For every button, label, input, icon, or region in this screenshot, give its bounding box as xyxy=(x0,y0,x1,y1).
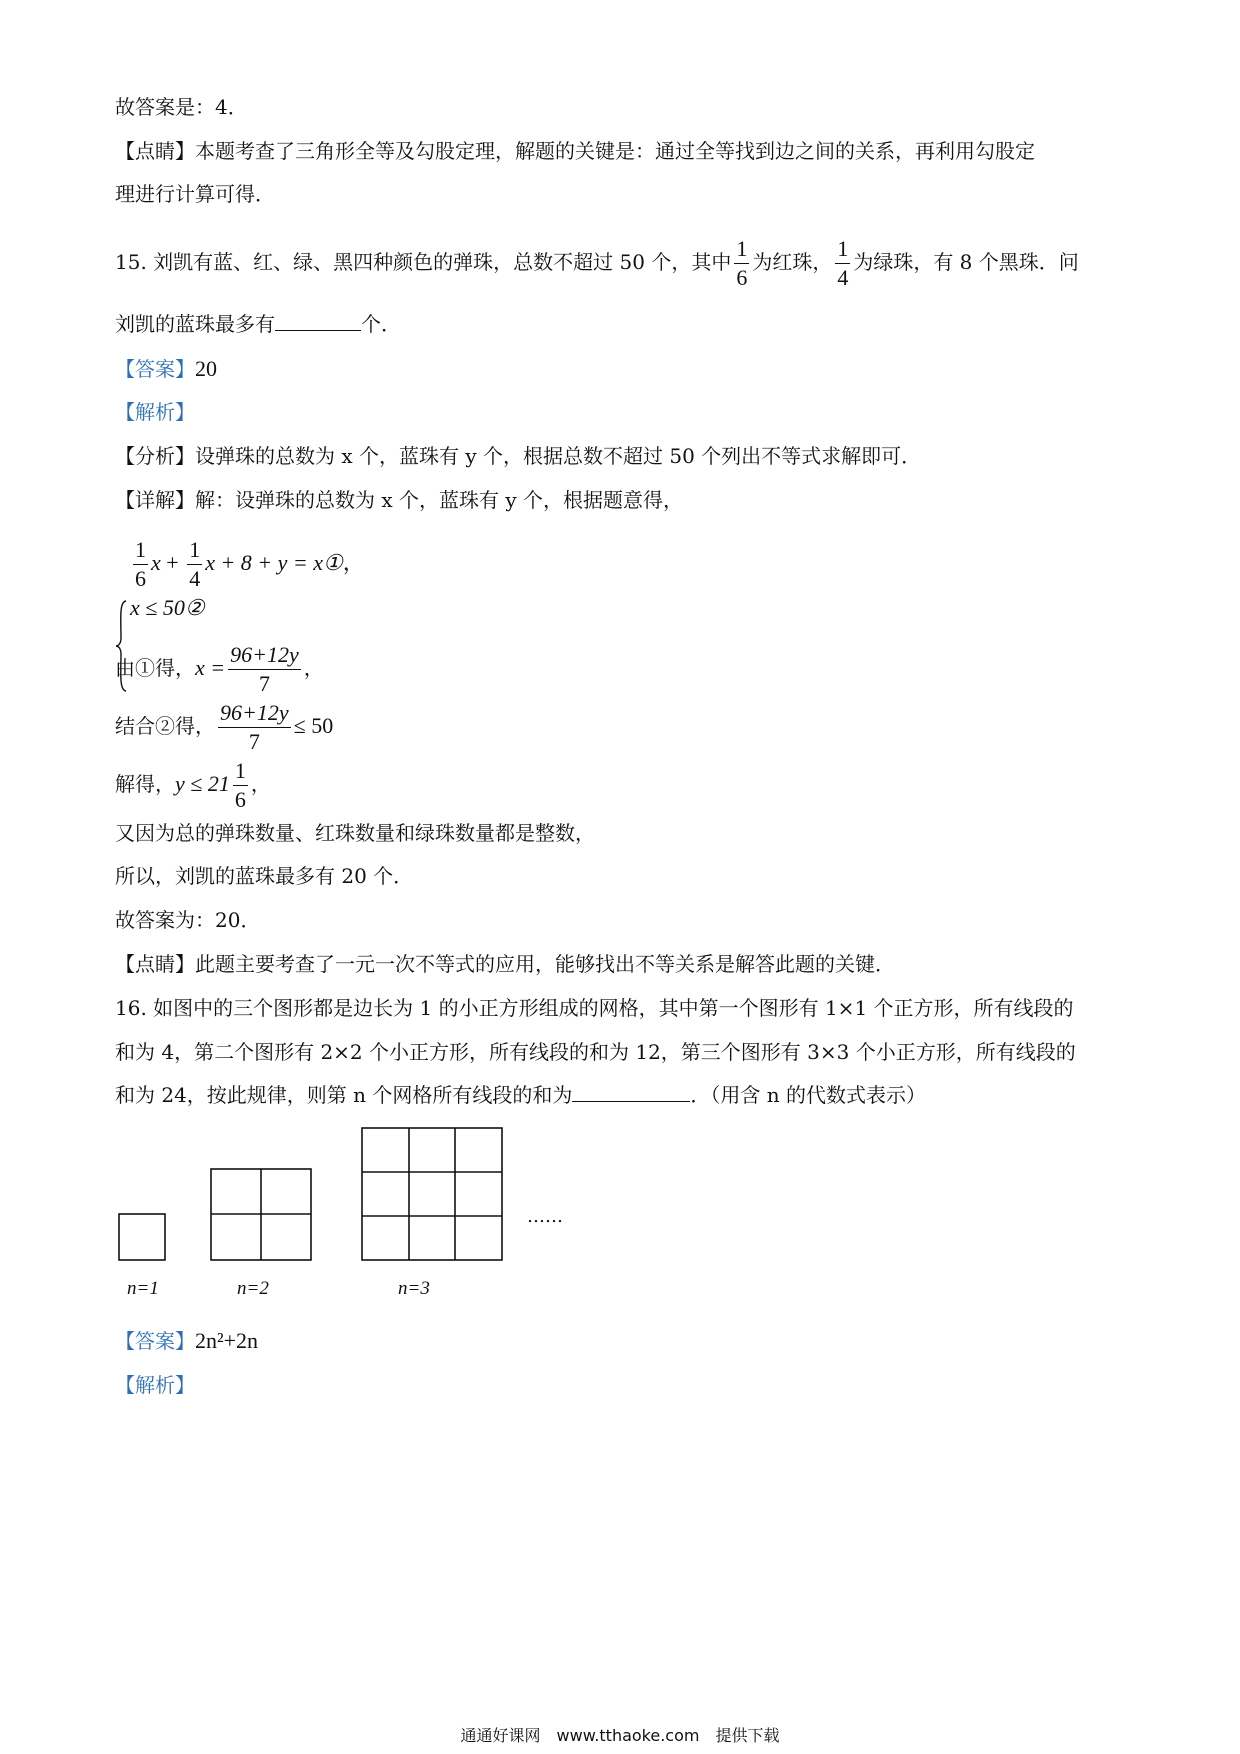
footer-text: 通通好课网 www.tthaoke.com 提供下载 xyxy=(460,1726,780,1745)
dianjing-line-2: 理进行计算可得． xyxy=(115,182,275,206)
fraction-one-sixth: $\frac{1}{6}$ xyxy=(736,236,748,290)
answer-tag: 【答案】 xyxy=(115,357,195,381)
label-n3: n=3 xyxy=(398,1278,430,1299)
fraction-one-sixth-eq: $\frac{1}{6}$ xyxy=(135,537,146,592)
jiexi-tag-16: 【解析】 xyxy=(115,1373,195,1397)
derive-6: 故答案为：20． xyxy=(115,908,261,932)
answer-value: 20 xyxy=(195,356,217,381)
fraction-one-fourth-eq: $\frac{1}{4}$ xyxy=(189,537,201,592)
q15-line-1 xyxy=(115,232,1079,292)
grid-n3 xyxy=(362,1128,502,1260)
answer-line: 故答案是：4． xyxy=(115,95,248,119)
answer-value-16: 2n²+2n xyxy=(195,1328,259,1353)
derive-3: 解得，y ≤ 21 $\frac{1}{6}$ ， xyxy=(115,758,271,812)
fraction-one-sixth-mixed: $\frac{1}{6}$ xyxy=(234,758,246,812)
answer-blank-16 xyxy=(572,1081,690,1102)
label-n2: n=2 xyxy=(237,1278,269,1299)
derive-5: 所以，刘凯的蓝珠最多有 20 个． xyxy=(115,864,414,888)
fraction-96-12y: $\frac{96+12y}{7}$ xyxy=(230,642,299,696)
q15-text-c: 为绿珠，有 8 个黑珠．问 xyxy=(853,250,1079,274)
system-eq-2: x ≤ 50② xyxy=(130,595,205,620)
answer-blank-15 xyxy=(275,310,361,331)
xiangjie-line: 【详解】解：设弹珠的总数为 x 个，蓝珠有 y 个，根据题意得， xyxy=(115,488,684,512)
derive-1: 由①得，x = $\frac{96+12y}{7}$ ， xyxy=(115,642,324,696)
q16-line-2: 和为 4，第二个图形有 2×2 个小正方形，所有线段的和为 12，第三个图形有 3×3 个小正方形，所有线段的 xyxy=(115,1040,1076,1064)
fraction-96-12y-b: $\frac{96+12y}{7}$ xyxy=(220,700,289,754)
fraction-one-fourth: $\frac{1}{4}$ xyxy=(837,236,849,290)
q15-text-a: 15. 刘凯有蓝、红、绿、黑四种颜色的弹珠，总数不超过 50 个，其中 xyxy=(115,250,732,274)
grid-n1 xyxy=(119,1214,165,1260)
q15-text-b: 为红珠， xyxy=(752,250,833,274)
answer-16 xyxy=(115,1327,258,1355)
system-eq-1: $\frac{1}{6}$ x + $\frac{1}{4}$ x + 8 + y = x①， xyxy=(135,537,365,592)
ellipsis-dots: …… xyxy=(527,1206,563,1227)
q15-line-2: 刘凯的蓝珠最多有 个． xyxy=(115,312,401,336)
q16-line-3: 和为 24，按此规律，则第 n 个网格所有线段的和为 ．（用含 n 的代数式表示） xyxy=(115,1083,927,1107)
label-n1: n=1 xyxy=(127,1278,159,1299)
answer-15 xyxy=(115,355,217,383)
grid-n2 xyxy=(211,1169,311,1260)
derive-2: 结合②得， $\frac{96+12y}{7}$ ≤ 50 xyxy=(115,700,334,754)
jiexi-tag: 【解析】 xyxy=(115,400,195,424)
q16-line-1: 16. 如图中的三个图形都是边长为 1 的小正方形组成的网格，其中第一个图形有 1×1 个正方形，所有线段的 xyxy=(115,996,1074,1020)
dianjing-2: 【点睛】此题主要考查了一元一次不等式的应用，能够找出不等关系是解答此题的关键． xyxy=(115,952,895,976)
answer-tag-16: 【答案】 xyxy=(115,1329,195,1353)
dianjing-line-1: 【点睛】本题考查了三角形全等及勾股定理，解题的关键是：通过全等找到边之间的关系，再利用勾股定 xyxy=(115,139,1035,163)
fenxi-line: 【分析】设弹珠的总数为 x 个，蓝珠有 y 个，根据总数不超过 50 个列出不等式求解即可． xyxy=(115,444,922,468)
derive-4: 又因为总的弹珠数量、红珠数量和绿珠数量都是整数， xyxy=(115,821,595,845)
